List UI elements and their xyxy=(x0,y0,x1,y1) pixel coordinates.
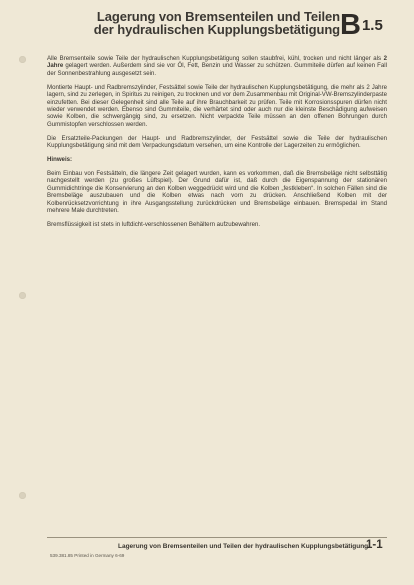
print-note: 539.381.85 Printed in Germany 6-69 xyxy=(50,553,125,558)
section-letter: B xyxy=(340,9,361,41)
page-number: 1-1 xyxy=(366,539,383,551)
punch-hole xyxy=(19,56,26,63)
punch-hole xyxy=(19,492,26,499)
paragraph-storage xyxy=(47,55,387,77)
section-number: 1.5 xyxy=(361,17,383,34)
paragraph-hint: Beim Einbau von Festsätteln, die längere Zeit gelagert wurden, kann es vorkommen, daß die Bremsbeläge nicht selbsttätig nachgestellt werden (zu großes Lüftspiel). Der Grund dafür ist, daß durch die Eigenspannung der stationären Gummidichtringe die Konservierung an den Kolben weggedrückt wird und die Kolben „festkleben“. In solchen Fällen sind die Bremsbeläge auszubauen und die Kolben etwas nach vorn zu drücken. Anschließend Kolben mit der Kolbenrücksetzvorrichtung in ihre Ausgangsstellung zurückdrücken und Bremsbeläge einbauen. Bremspedal im Stand mehrere Male durchtreten. xyxy=(47,169,387,215)
title-line-2: der hydraulischen Kupplungsbetätigung xyxy=(93,22,340,37)
body-text xyxy=(47,55,387,235)
page-title xyxy=(60,10,340,36)
storage-duration: 2 Jahre xyxy=(47,55,387,70)
paragraph-spare-parts-packages: Die Ersatzteile-Packungen der Haupt- und Radbremszylinder, der Festsättel sowie die Teile der hydraulischen Kupplungsbetätigung sind mit dem Verpackungsdatum versehen, um eine Kontrolle der Lagerzeiten zu ermöglichen. xyxy=(47,134,387,150)
paragraph-text: gelagert werden. Außerdem sind sie vor Öl, Fett, Benzin und Wasser zu schützen. Gummiteile dürfen auf keinen Fall der Sonnenbestrahlung ausgesetzt sein. xyxy=(47,62,387,77)
section-code xyxy=(340,10,383,40)
paragraph-assembled-parts: Montierte Haupt- und Radbremszylinder, Festsättel sowie Teile der hydraulischen Kupplungsbetätigung, die mehr als 2 Jahre lagern, sind zu zerlegen, in Spiritus zu reinigen, zu trocknen und vor dem Zusammenbau mit Original-VW-Bremszylinderpaste einzufetten. Bei dieser Gelegenheit sind alle Teile auf ihre Brauchbarkeit zu prüfen. Teile mit Korrosionsspuren dürfen nicht wieder verwendet werden. Ebenso sind Gummiteile, die verhärtet sind oder auch nur die kleinste Beschädigung aufweisen sowie Kolben, die schwergängig sind, zu ersetzen. Nicht verpackte Teile müssen an den offenen Bohrungen durch Gummistopfen verschlossen werden. xyxy=(47,83,387,128)
punch-hole xyxy=(19,292,26,299)
hint-heading: Hinweis: xyxy=(47,155,73,163)
paragraph-text: Alle Bremsenteile sowie Teile der hydraulischen Kupplungsbetätigung sollen staubfrei, kühl, trocken und nicht länger als xyxy=(47,55,384,62)
footer-divider xyxy=(47,537,387,538)
paragraph-brake-fluid: Bremsflüssigkeit ist stets in luftdicht-verschlossenen Behältern aufzubewahren. xyxy=(47,220,261,228)
footer-title: Lagerung von Bremsenteilen und Teilen der hydraulischen Kupplungsbetätigung xyxy=(118,543,369,550)
title-line-1: Lagerung von Bremsenteilen und Teilen xyxy=(96,9,340,24)
